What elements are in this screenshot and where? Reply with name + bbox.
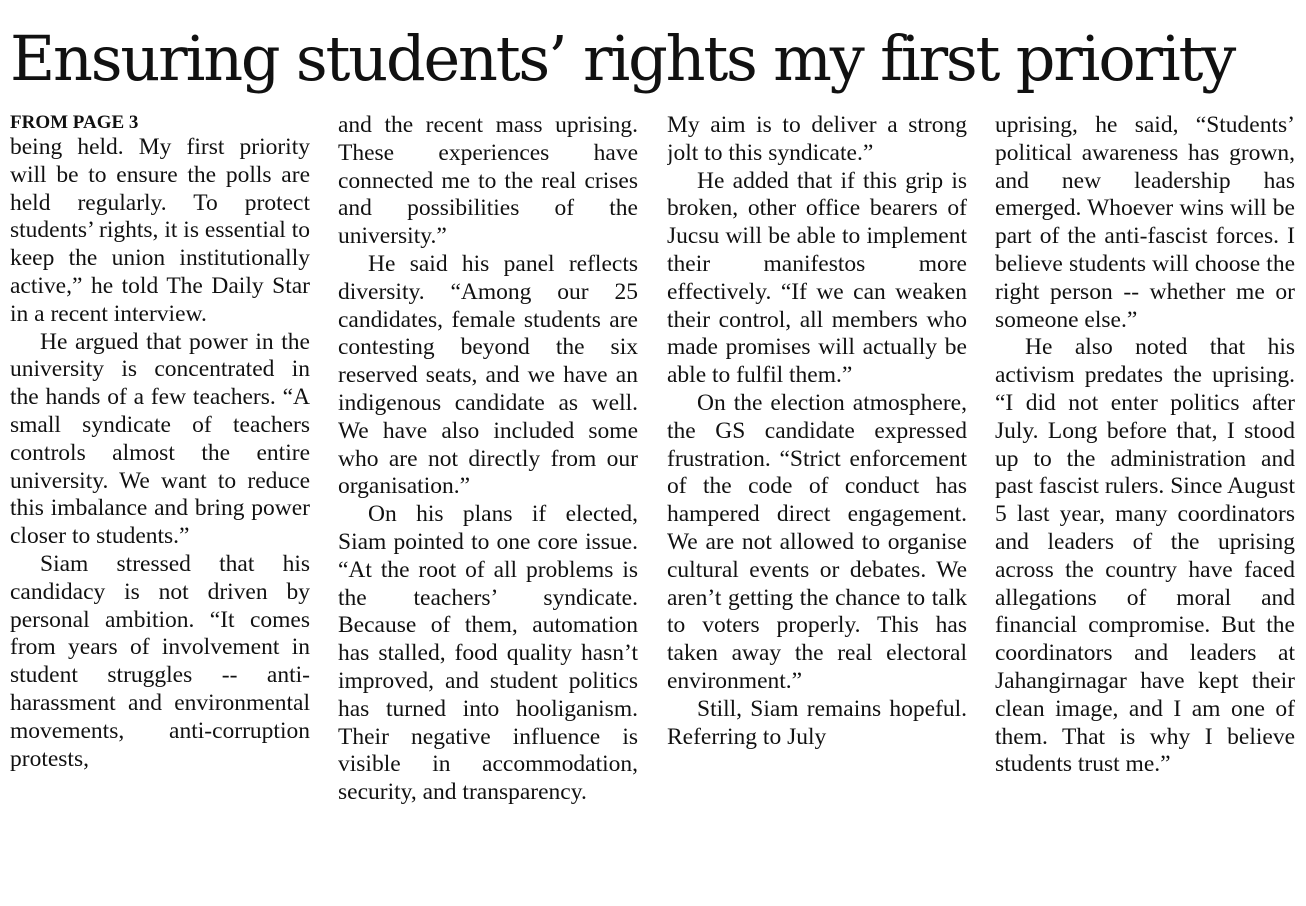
article-body (10, 112, 1298, 902)
paragraph: uprising, he said, “Students’ political awareness has grown, and new leadership has emerged. Whoever wins will be part of the anti-fascist forces. I believe students will choose the right person -- whether me or someone else.” (995, 112, 1295, 333)
paragraph: being held. My first priority will be to ensure the polls are held regularly. To protect students’ rights, it is essential to keep the union institutionally active,” he told The Daily Star in a recent interview. (10, 134, 310, 327)
paragraph: Siam stressed that his candidacy is not driven by personal ambition. “It comes from years of involvement in student struggles -- anti-harassment and environmental movements, anti-corruption protests, (10, 550, 310, 772)
paragraph: On his plans if elected, Siam pointed to one core issue. “At the root of all problems is the teachers’ syndicate. Because of them, automation has stalled, food quality hasn’t improved, and student politics has turned into hooliganism. Their negative influence is visible in accommodation, security, and transparency. (338, 501, 638, 806)
paragraph: He said his panel reflects diversity. “Among our 25 candidates, female students are contesting beyond the six reserved seats, and we have an indigenous candidate as well. We have also included some who are not directly from our organisation.” (338, 250, 638, 500)
continuation-kicker: FROM PAGE 3 (10, 112, 139, 133)
paragraph: He also noted that his activism predates the uprising. “I did not enter politics after July. Long before that, I stood up to the administration and past fascist rulers. Since August 5 last year, many coordinators and leaders of the uprising across the country have faced allegations of moral and financial compromise. But the coordinators and leaders at Jahangirnagar have kept their clean image, and I am one of them. That is why I believe students trust me.” (995, 334, 1295, 778)
paragraph: He argued that power in the university is concentrated in the hands of a few teachers. “A small syndicate of teachers controls almost the entire university. We want to reduce this imbalance and bring power closer to students.” (10, 328, 310, 550)
paragraph: On the election atmosphere, the GS candidate expressed frustration. “Strict enforcement of the code of conduct has hampered direct engagement. We are not allowed to organise cultural events or debates. We aren’t getting the chance to talk to voters properly. This has taken away the real electoral environment.” (667, 389, 967, 694)
paragraph: My aim is to deliver a strong jolt to this syndicate.” (667, 112, 967, 166)
article-headline: Ensuring students’ rights my first priority (10, 22, 1235, 95)
paragraph: He added that if this grip is broken, other office bearers of Jucsu will be able to implement their manifestos more effectively. “If we can weaken their control, all members who made promises will actually be able to fulfil them.” (667, 167, 967, 389)
paragraph: Still, Siam remains hopeful. Referring to July (667, 695, 967, 750)
paragraph: and the recent mass uprising. These experiences have connected me to the real crises and possibilities of the university.” (338, 112, 638, 250)
article-column-4 (995, 112, 1295, 902)
article-column-2 (338, 112, 638, 902)
article-column-1 (10, 112, 310, 902)
article-column-3 (667, 112, 967, 902)
